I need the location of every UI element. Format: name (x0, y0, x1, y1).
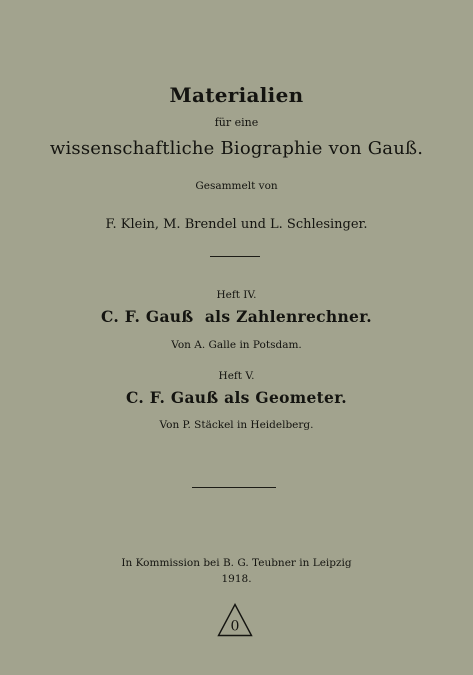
subtitle: wissenschaftliche Biographie von Gauß. (49, 138, 424, 159)
volume-4-number: Heft IV. (216, 289, 257, 301)
editors: F. Klein, M. Brendel und L. Schlesinger. (105, 217, 368, 232)
volume-4-title: C. F. Gauß als Zahlenrechner. (101, 307, 372, 326)
logo-letter: 0 (230, 618, 240, 635)
volume-5-author: Von P. Stäckel in Heidelberg. (159, 419, 314, 431)
main-title: Materialien (169, 83, 304, 107)
volume-5-title: C. F. Gauß als Geometer. (126, 388, 347, 407)
publication-year: 1918. (221, 573, 252, 585)
volume-5-number: Heft V. (218, 370, 255, 382)
divider-rule-bottom (192, 487, 276, 488)
publisher-logo-icon (217, 603, 253, 637)
title-connector: für eine (214, 116, 259, 129)
publisher-commission: In Kommission bei B. G. Teubner in Leipzig (121, 557, 352, 569)
volume-4-author: Von A. Galle in Potsdam. (171, 339, 302, 351)
collected-by-label: Gesammelt von (195, 180, 278, 192)
divider-rule-top (210, 256, 260, 257)
